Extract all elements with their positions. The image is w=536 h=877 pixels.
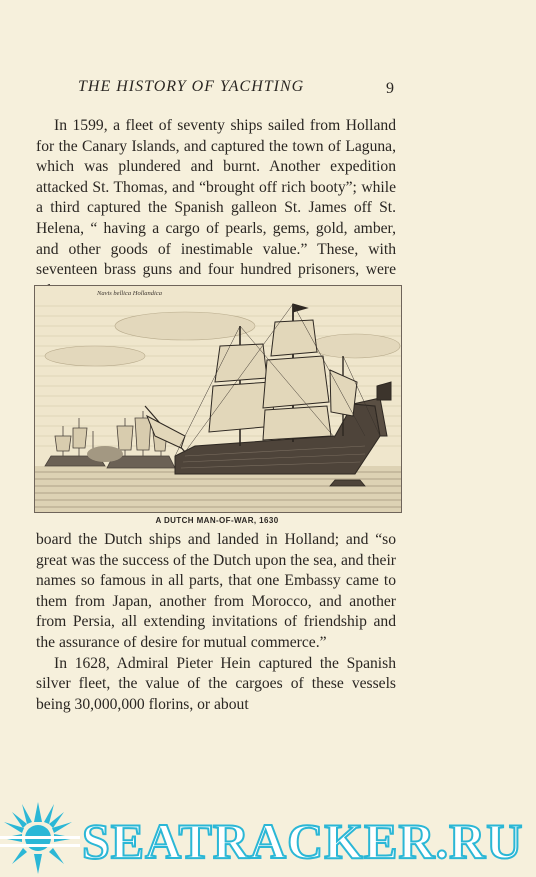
plate-inscription: Navis bellica Hollandica — [97, 290, 162, 297]
watermark-text: SEATRACKER.RU — [82, 813, 524, 869]
ship-illustration — [35, 286, 401, 512]
page-number: 9 — [386, 80, 394, 97]
running-head: THE HISTORY OF YACHTING — [78, 78, 305, 95]
paragraph: In 1628, Admiral Pieter Hein captured the Spanish silver fleet, the value of the cargoes of these vessels being 30,000,000 florins, or about — [36, 654, 396, 713]
distant-ships — [45, 411, 175, 468]
text-before-plate — [36, 116, 396, 301]
paragraph: In 1599, a fleet of seventy ships sailed from Holland for the Canary Islands, and captured the town of Laguna, which was plundered and burnt. Another expedition attacked St. Thomas, and “brought off rich booty”; while a third captured the Spanish galleon St. James off St. Helena, “ having a cargo of pearls, gems, gold, amber, and other goods of inestimable value.” These, with seventeen brass guns and four hundred prisoners, were — [36, 117, 396, 279]
text-after-plate — [36, 530, 396, 715]
watermark — [0, 800, 536, 877]
paragraph: board the Dutch ships and landed in Holland; and “so great was the success of the Dutch upon the sea, and their names so famous in all parts, that one Embassy came to them from Japan, another from Morocco, and another from Persia, all extending invitations of friendship and the assurance of desire for mutual commerce.” — [36, 531, 396, 651]
ship-engraving — [34, 285, 402, 513]
plate-caption: A DUTCH MAN-OF-WAR, 1630 — [155, 516, 279, 525]
sun-burst-icon — [0, 800, 80, 877]
